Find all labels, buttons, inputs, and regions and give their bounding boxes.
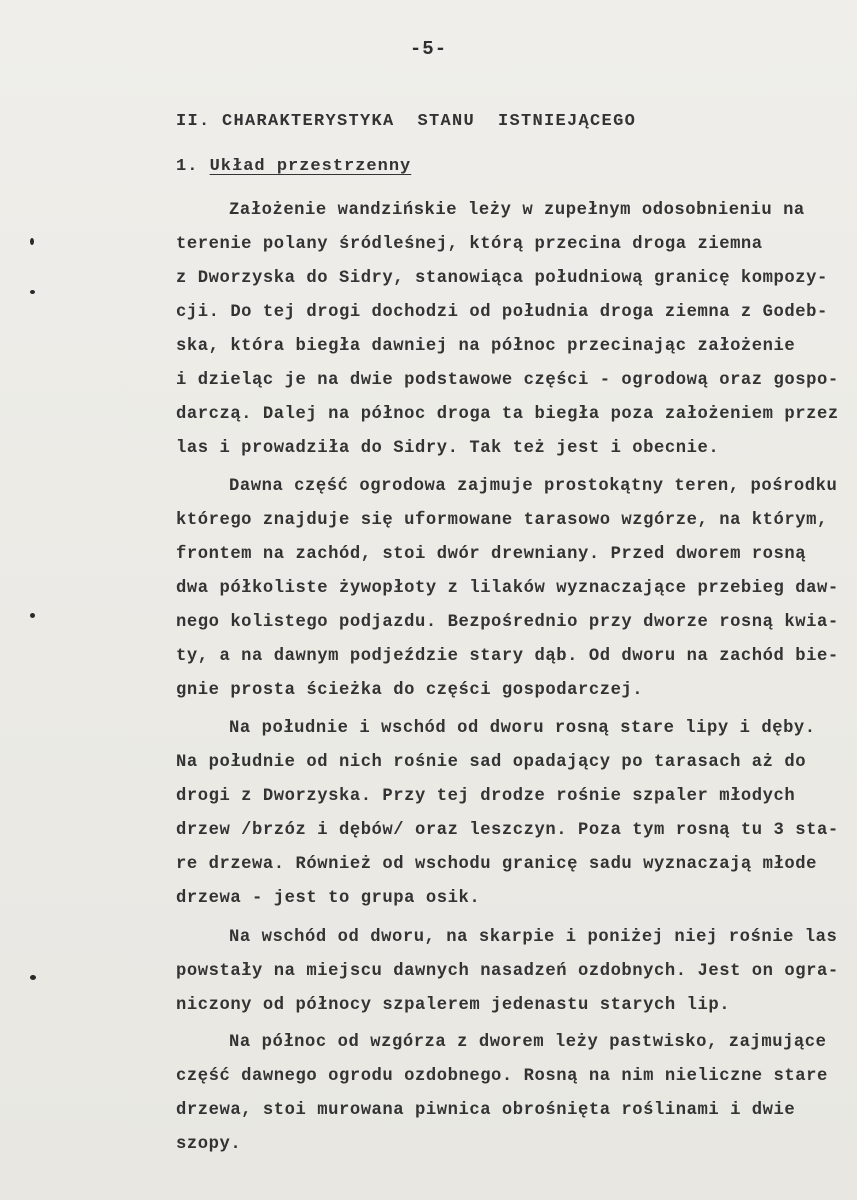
text-line: ty, a na dawnym podjeździe stary dąb. Od dworu na zachód bie- bbox=[176, 647, 839, 666]
text-line: drzew /brzóz i dębów/ oraz leszczyn. Poza tym rosną tu 3 sta- bbox=[176, 821, 839, 840]
text-line: drzewa, stoi murowana piwnica obrośnięta roślinami i dwie bbox=[176, 1101, 796, 1120]
text-line: Dawna część ogrodowa zajmuje prostokątny teren, pośrodku bbox=[229, 477, 838, 496]
text-line: Na północ od wzgórza z dworem leży pastwisko, zajmujące bbox=[229, 1033, 827, 1052]
text-line: którego znajduje się uformowane tarasowo wzgórze, na którym, bbox=[176, 511, 828, 530]
page-number: -5- bbox=[409, 38, 448, 60]
text-line: cji. Do tej drogi dochodzi od południa droga ziemna z Godeb- bbox=[176, 303, 828, 322]
text-line: Na południe i wschód od dworu rosną stare lipy i dęby. bbox=[229, 719, 816, 738]
text-line: szopy. bbox=[176, 1135, 242, 1154]
text-line: gnie prosta ścieżka do części gospodarczej. bbox=[176, 681, 644, 700]
text-line: ska, która biegła dawniej na północ przecinając założenie bbox=[176, 337, 796, 356]
text-line: las i prowadziła do Sidry. Tak też jest i obecnie. bbox=[176, 439, 720, 458]
text-line: nego kolistego podjazdu. Bezpośrednio przy dworze rosną kwia- bbox=[176, 613, 839, 632]
subsection-number: 1. bbox=[176, 157, 199, 176]
margin-mark bbox=[30, 975, 36, 980]
text-line: frontem na zachód, stoi dwór drewniany. Przed dworem rosną bbox=[176, 545, 807, 564]
text-line: Na południe od nich rośnie sad opadający po tarasach aż do bbox=[176, 753, 807, 772]
margin-mark bbox=[30, 238, 34, 245]
text-line: niczony od północy szpalerem jedenastu starych lip. bbox=[176, 996, 731, 1015]
text-line: darczą. Dalej na północ droga ta biegła poza założeniem przez bbox=[176, 405, 839, 424]
text-line: powstały na miejscu dawnych nasadzeń ozdobnych. Jest on ogra- bbox=[176, 962, 839, 981]
margin-mark bbox=[30, 613, 35, 618]
margin-mark bbox=[30, 290, 35, 294]
text-line: i dzieląc je na dwie podstawowe części - ogrodową oraz gospo- bbox=[176, 371, 839, 390]
subsection-heading bbox=[176, 157, 411, 176]
text-line: terenie polany śródleśnej, którą przecina droga ziemna bbox=[176, 235, 763, 254]
text-line: dwa półkoliste żywopłoty z lilaków wyznaczające przebieg daw- bbox=[176, 579, 839, 598]
text-line: drogi z Dworzyska. Przy tej drodze rośnie szpaler młodych bbox=[176, 787, 796, 806]
text-line: część dawnego ogrodu ozdobnego. Rosną na nim nieliczne stare bbox=[176, 1067, 828, 1086]
text-line: re drzewa. Również od wschodu granicę sadu wyznaczają młode bbox=[176, 855, 817, 874]
text-line: Na wschód od dworu, na skarpie i poniżej niej rośnie las bbox=[229, 928, 838, 947]
section-title: II. CHARAKTERYSTYKA STANU ISTNIEJĄCEGO bbox=[176, 112, 637, 131]
subsection-title: Układ przestrzenny bbox=[209, 157, 412, 176]
text-line: z Dworzyska do Sidry, stanowiąca południową granicę kompozy- bbox=[176, 269, 828, 288]
text-line: Założenie wandzińskie leży w zupełnym odosobnieniu na bbox=[229, 201, 805, 220]
text-line: drzewa - jest to grupa osik. bbox=[176, 889, 481, 908]
